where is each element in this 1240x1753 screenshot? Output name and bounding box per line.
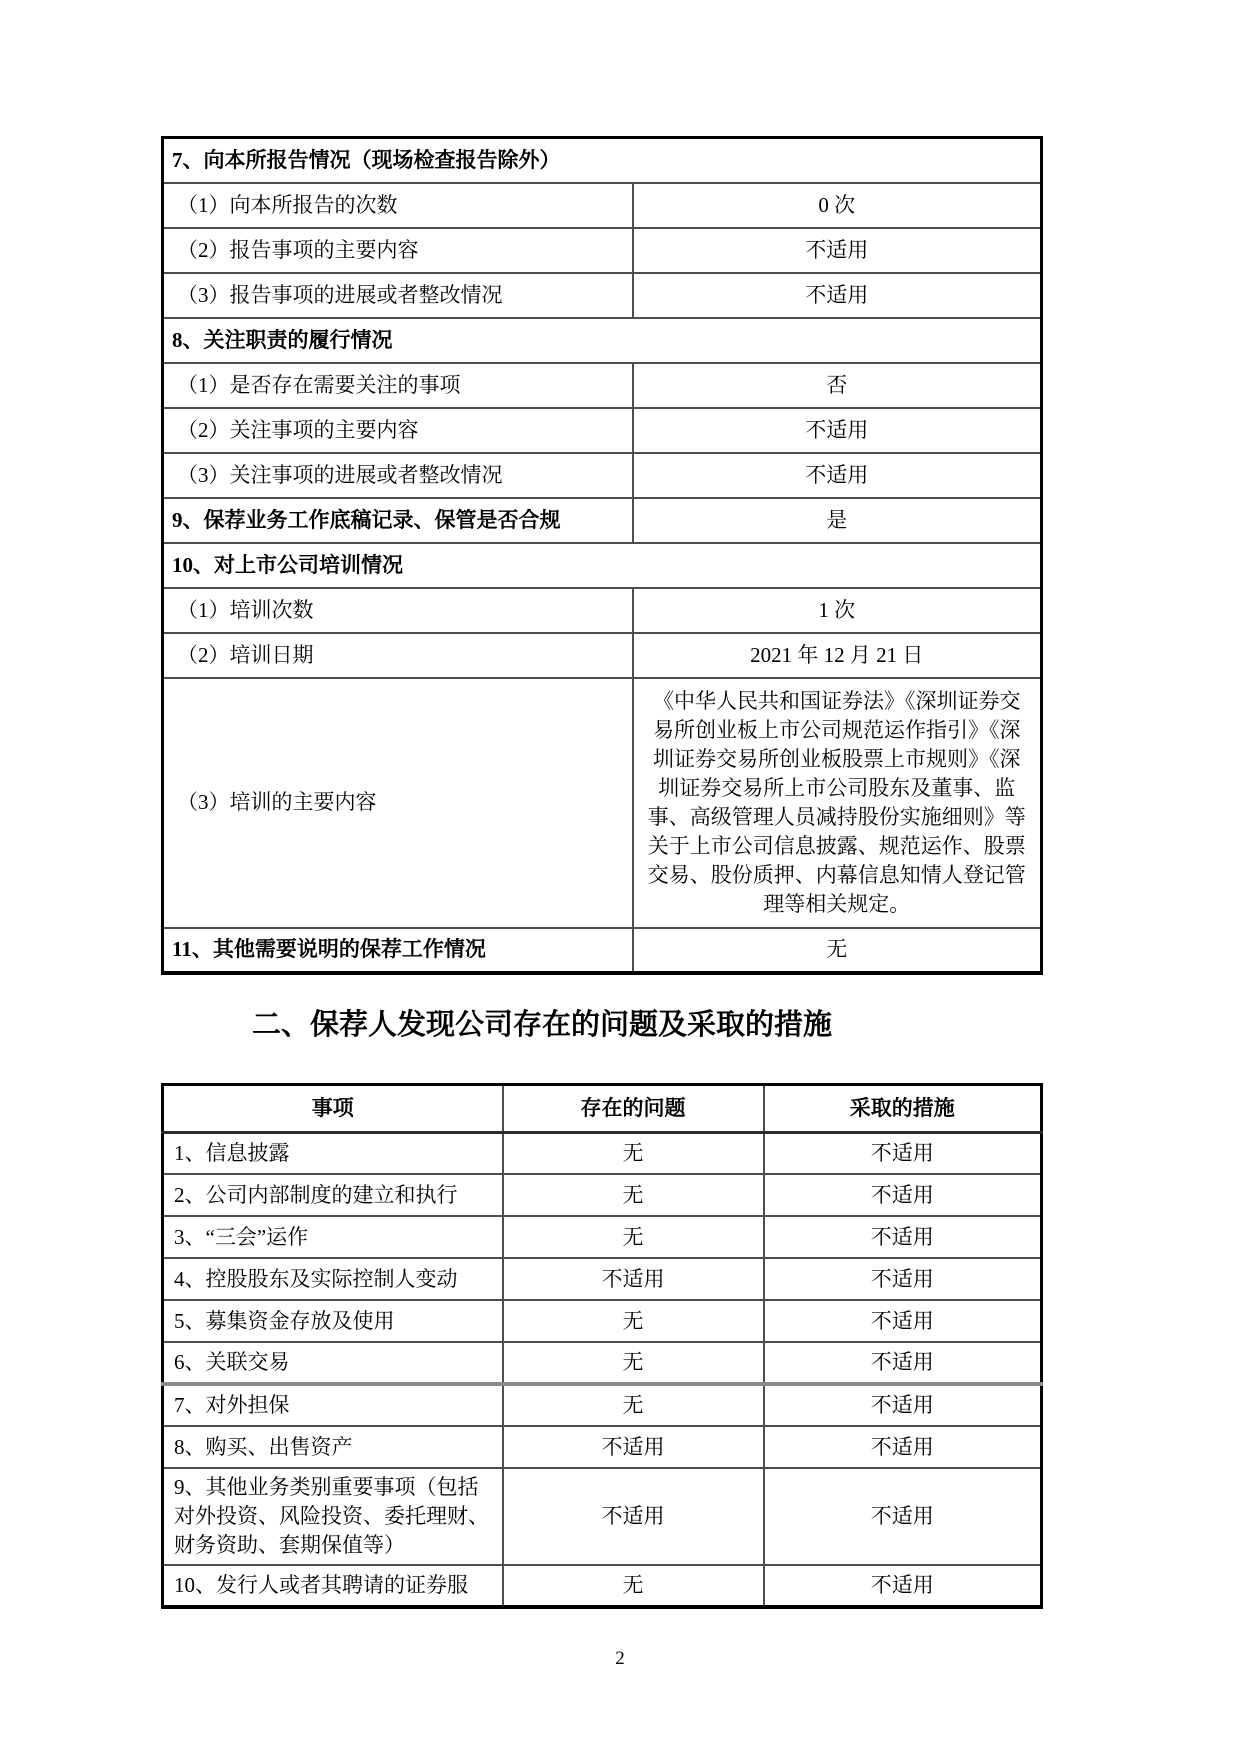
row-measure: 不适用 <box>764 1216 1042 1258</box>
table-row <box>163 498 1042 543</box>
row-problem: 无 <box>503 1174 764 1216</box>
section-row-label: 7、向本所报告情况（现场检查报告除外） <box>163 138 1042 183</box>
row-label: （1）向本所报告的次数 <box>163 183 633 228</box>
row-label: 10、发行人或者其聘请的证券服 <box>163 1565 503 1607</box>
row-problem: 不适用 <box>503 1426 764 1468</box>
row-label: 3、“三会”运作 <box>163 1216 503 1258</box>
row-label: 1、信息披露 <box>163 1132 503 1174</box>
table-row <box>163 363 1042 408</box>
row-label: （2）报告事项的主要内容 <box>163 228 633 273</box>
row-measure: 不适用 <box>764 1384 1042 1426</box>
row-value: 不适用 <box>633 453 1042 498</box>
row-value: 1 次 <box>633 588 1042 633</box>
table-row <box>163 1132 1042 1174</box>
table-row <box>163 1216 1042 1258</box>
column-header-measure: 采取的措施 <box>764 1084 1042 1132</box>
row-value: 无 <box>633 928 1042 973</box>
row-label: 6、关联交易 <box>163 1342 503 1384</box>
row-label: （2）关注事项的主要内容 <box>163 408 633 453</box>
row-measure: 不适用 <box>764 1300 1042 1342</box>
row-label: 9、保荐业务工作底稿记录、保管是否合规 <box>163 498 633 543</box>
page-number: 2 <box>615 1648 625 1669</box>
row-label: （3）关注事项的进展或者整改情况 <box>163 453 633 498</box>
row-measure: 不适用 <box>764 1174 1042 1216</box>
problems-measures-table <box>161 1083 1043 1610</box>
table-row <box>163 273 1042 318</box>
row-label: 4、控股股东及实际控制人变动 <box>163 1258 503 1300</box>
row-value: 不适用 <box>633 273 1042 318</box>
column-header-problem: 存在的问题 <box>503 1084 764 1132</box>
table-row <box>163 318 1042 363</box>
table-row-training-content <box>163 678 1042 928</box>
document-page <box>161 136 1040 1609</box>
row-measure: 不适用 <box>764 1258 1042 1300</box>
table-row <box>163 1174 1042 1216</box>
table-row <box>163 228 1042 273</box>
row-problem: 不适用 <box>503 1468 764 1565</box>
row-label: 5、募集资金存放及使用 <box>163 1300 503 1342</box>
row-label: （3）报告事项的进展或者整改情况 <box>163 273 633 318</box>
table-header-row <box>163 1084 1042 1132</box>
row-measure: 不适用 <box>764 1565 1042 1607</box>
row-value: 否 <box>633 363 1042 408</box>
table-row <box>163 138 1042 183</box>
table-row <box>163 408 1042 453</box>
row-problem: 无 <box>503 1300 764 1342</box>
section-row-label: 8、关注职责的履行情况 <box>163 318 1042 363</box>
row-problem: 不适用 <box>503 1258 764 1300</box>
row-label: 8、购买、出售资产 <box>163 1426 503 1468</box>
row-problem: 无 <box>503 1565 764 1607</box>
table-row <box>163 1468 1042 1565</box>
row-value: 不适用 <box>633 228 1042 273</box>
table-row <box>163 1565 1042 1607</box>
row-problem: 无 <box>503 1342 764 1384</box>
row-measure: 不适用 <box>764 1342 1042 1384</box>
row-label: （1）培训次数 <box>163 588 633 633</box>
table-row <box>163 1258 1042 1300</box>
row-label: （2）培训日期 <box>163 633 633 678</box>
row-value: 0 次 <box>633 183 1042 228</box>
row-label: 2、公司内部制度的建立和执行 <box>163 1174 503 1216</box>
row-value: 2021 年 12 月 21 日 <box>633 633 1042 678</box>
table-row <box>163 183 1042 228</box>
table-row <box>163 453 1042 498</box>
table-row <box>163 928 1042 973</box>
row-measure: 不适用 <box>764 1426 1042 1468</box>
table-row <box>163 633 1042 678</box>
row-problem: 无 <box>503 1384 764 1426</box>
row-label: 9、其他业务类别重要事项（包括对外投资、风险投资、委托理财、财务资助、套期保值等） <box>163 1468 503 1565</box>
row-measure: 不适用 <box>764 1468 1042 1565</box>
table-row <box>163 588 1042 633</box>
row-label: （1）是否存在需要关注的事项 <box>163 363 633 408</box>
table-row <box>163 1426 1042 1468</box>
row-value: 《中华人民共和国证券法》《深圳证券交易所创业板上市公司规范运作指引》《深圳证券交易所创业板股票上市规则》《深圳证券交易所上市公司股东及董事、监事、高级管理人员减持股份实施细则》等关于上市公司信息披露、规范运作、股票交易、股份质押、内幕信息知情人登记管理等相关规定。 <box>633 678 1042 928</box>
table-row <box>163 1342 1042 1384</box>
table-row <box>163 543 1042 588</box>
row-label: （3）培训的主要内容 <box>163 678 633 928</box>
row-value: 不适用 <box>633 408 1042 453</box>
row-problem: 无 <box>503 1216 764 1258</box>
section-row-label: 10、对上市公司培训情况 <box>163 543 1042 588</box>
row-label: 7、对外担保 <box>163 1384 503 1426</box>
row-measure: 不适用 <box>764 1132 1042 1174</box>
row-label: 11、其他需要说明的保荐工作情况 <box>163 928 633 973</box>
section-title: 二、保荐人发现公司存在的问题及采取的措施 <box>252 1008 833 1041</box>
sponsor-work-table <box>161 136 1043 975</box>
table-row <box>163 1384 1042 1426</box>
row-problem: 无 <box>503 1132 764 1174</box>
row-value: 是 <box>633 498 1042 543</box>
table-row <box>163 1300 1042 1342</box>
column-header-item: 事项 <box>163 1084 503 1132</box>
